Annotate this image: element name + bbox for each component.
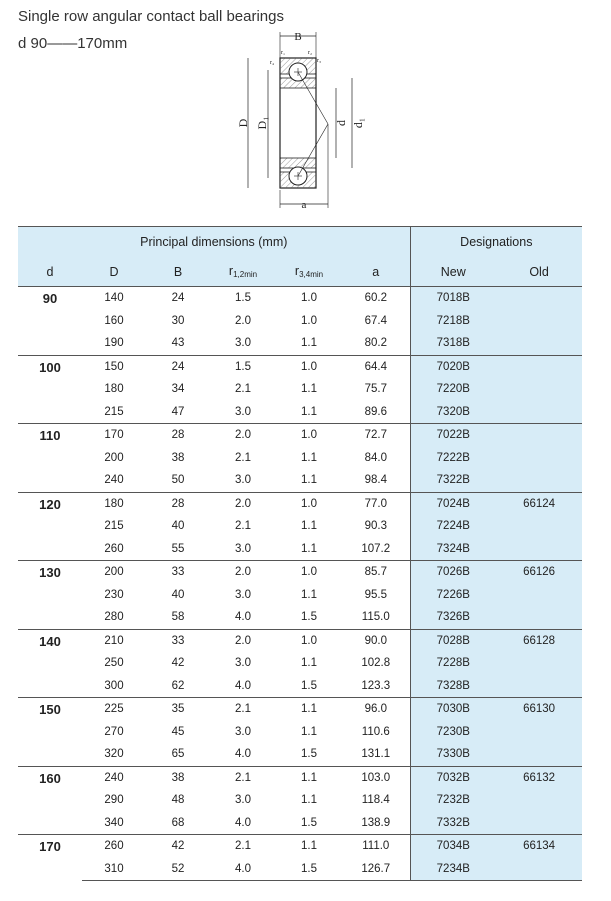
cell-r34: 1.0 [276, 629, 342, 652]
cell-B: 33 [146, 561, 210, 584]
cell-r12: 3.0 [235, 337, 251, 350]
cell-r34: 1.5 [301, 611, 317, 624]
cell-bore-d: 130 [18, 561, 82, 630]
label-B: B [294, 31, 302, 43]
cell-a: 64.4 [342, 355, 410, 378]
cell-a: 98.4 [342, 469, 410, 492]
cell-r12: 2.1 [235, 383, 251, 396]
cell-B: 38 [146, 766, 210, 789]
cell-old [496, 378, 582, 401]
cell-bore-d: 90 [18, 287, 82, 356]
table-row [18, 858, 582, 881]
cell-a: 126.7 [342, 858, 410, 881]
cell-new: 7024B [410, 492, 496, 515]
cell-old [496, 515, 582, 538]
cell-B: 47 [171, 405, 185, 418]
cell-B: 50 [171, 474, 185, 487]
col-header-r34: $r_{3,4min}$ [276, 257, 342, 287]
cell-old [496, 287, 582, 310]
table-row [18, 698, 582, 721]
label-r4: r₄ [270, 60, 275, 66]
col-header-D: D [82, 257, 146, 287]
cell-a: 90.3 [342, 515, 410, 538]
cell-old: 66126 [496, 561, 582, 584]
cell-old [496, 675, 582, 698]
cell-old: 66128 [496, 629, 582, 652]
cell-new: 7032B [410, 766, 496, 789]
cell-a: 67.4 [342, 310, 410, 333]
table-row [18, 469, 582, 492]
table-row [18, 515, 582, 538]
cell-bore-d: 100 [18, 355, 82, 424]
page-subtitle: d 90——170mm [18, 35, 128, 52]
cell-r34: 1.1 [301, 657, 317, 670]
cell-r12: 2.0 [210, 629, 276, 652]
cell-bore-d: 160 [18, 766, 82, 835]
cell-r12: 2.0 [210, 424, 276, 447]
cell-a: 118.4 [342, 789, 410, 812]
cell-old: 66132 [496, 766, 582, 789]
cell-B: 45 [171, 725, 185, 738]
table-row [18, 675, 582, 698]
table-row [18, 287, 582, 310]
cell-old [496, 789, 582, 812]
cell-B: 55 [171, 542, 185, 555]
cell-a: 60.2 [342, 287, 410, 310]
cell-r34: 1.0 [276, 424, 342, 447]
cell-a: 85.7 [342, 561, 410, 584]
cell-B: 34 [171, 383, 185, 396]
table-row [18, 606, 582, 629]
cell-D: 150 [82, 355, 146, 378]
cell-old: 66134 [496, 835, 582, 858]
cell-old [496, 652, 582, 675]
cell-new: 7034B [410, 835, 496, 858]
table-row [18, 812, 582, 835]
col-header-a: a [342, 257, 410, 287]
cell-D: 190 [104, 337, 124, 350]
cell-a: 131.1 [342, 743, 410, 766]
cell-new: 7228B [410, 652, 496, 675]
cell-r34: 1.5 [301, 748, 317, 761]
cell-new: 7218B [410, 310, 496, 333]
cell-old [496, 332, 582, 355]
table-row [18, 447, 582, 470]
cell-B: 30 [171, 314, 185, 327]
cell-bore-d: 170 [18, 835, 82, 881]
cell-D: 270 [104, 725, 124, 738]
cell-bore-d: 140 [18, 629, 82, 698]
cell-old [496, 721, 582, 744]
cell-B: 38 [171, 451, 185, 464]
cell-a: 123.3 [342, 675, 410, 698]
label-D: D [236, 118, 250, 128]
cell-new: 7234B [410, 858, 496, 881]
cell-D: 170 [82, 424, 146, 447]
cell-B: 62 [171, 679, 185, 692]
table-row [18, 629, 582, 652]
cell-r12: 2.0 [235, 314, 251, 327]
cell-a: 103.0 [342, 766, 410, 789]
cell-D: 225 [82, 698, 146, 721]
cell-r12: 4.0 [235, 748, 251, 761]
cell-new: 7018B [410, 287, 496, 310]
cell-new: 7232B [410, 789, 496, 812]
cell-new: 7332B [410, 812, 496, 835]
table-row [18, 355, 582, 378]
cell-D: 210 [82, 629, 146, 652]
cell-B: 33 [146, 629, 210, 652]
cell-r34: 1.1 [301, 474, 317, 487]
cell-old [496, 401, 582, 424]
cell-r12: 4.0 [210, 858, 276, 881]
cell-r34: 1.1 [301, 337, 317, 350]
cell-bore-d: 150 [18, 698, 82, 767]
cell-D: 340 [104, 816, 124, 829]
table-row [18, 378, 582, 401]
cell-new: 7328B [410, 675, 496, 698]
cell-old [496, 424, 582, 447]
cell-B: 58 [171, 611, 185, 624]
label-d: d [334, 120, 348, 126]
cell-D: 140 [82, 287, 146, 310]
cell-B: 42 [146, 835, 210, 858]
cell-r12: 3.0 [235, 588, 251, 601]
cell-a: 111.0 [342, 835, 410, 858]
cell-D: 300 [104, 679, 124, 692]
cell-a: 110.6 [342, 721, 410, 744]
cell-new: 7028B [410, 629, 496, 652]
cell-B: 52 [146, 858, 210, 881]
cell-old [496, 538, 582, 561]
cell-r34: 1.1 [301, 542, 317, 555]
cell-D: 180 [82, 492, 146, 515]
cell-bore-d: 120 [18, 492, 82, 561]
cell-B: 28 [146, 492, 210, 515]
cell-new: 7326B [410, 606, 496, 629]
cell-a: 77.0 [342, 492, 410, 515]
table-row [18, 332, 582, 355]
cell-old [496, 310, 582, 333]
principal-dimensions-header: Principal dimensions (mm) [18, 227, 410, 258]
cell-B: 40 [171, 520, 185, 533]
col-header-new: New [410, 257, 496, 287]
cell-r12: 3.0 [235, 794, 251, 807]
cell-r34: 1.1 [276, 698, 342, 721]
cell-a: 75.7 [342, 378, 410, 401]
cell-old [496, 355, 582, 378]
cell-r12: 2.1 [235, 451, 251, 464]
cell-B: 42 [171, 657, 185, 670]
cell-D: 310 [82, 858, 146, 881]
cell-D: 215 [104, 520, 124, 533]
cell-r34: 1.1 [301, 405, 317, 418]
table-body [18, 287, 582, 881]
page-title: Single row angular contact ball bearings [18, 8, 284, 25]
cell-r34: 1.0 [276, 492, 342, 515]
cell-new: 7020B [410, 355, 496, 378]
cell-new: 7224B [410, 515, 496, 538]
cell-D: 260 [104, 542, 124, 555]
cell-r12: 2.1 [210, 766, 276, 789]
cell-D: 215 [104, 405, 124, 418]
cell-old [496, 743, 582, 766]
cell-a: 84.0 [342, 447, 410, 470]
label-D1: D₁ [255, 116, 269, 130]
table-row [18, 652, 582, 675]
table-row [18, 561, 582, 584]
cell-a: 96.0 [342, 698, 410, 721]
cell-r12: 1.5 [210, 355, 276, 378]
cell-new: 7322B [410, 469, 496, 492]
cell-D: 200 [104, 451, 124, 464]
cell-D: 290 [104, 794, 124, 807]
cell-D: 240 [104, 474, 124, 487]
cell-r12: 3.0 [235, 405, 251, 418]
cell-r12: 2.0 [210, 561, 276, 584]
cell-a: 107.2 [342, 538, 410, 561]
cell-D: 240 [82, 766, 146, 789]
cell-B: 40 [171, 588, 185, 601]
cell-new: 7220B [410, 378, 496, 401]
cell-a: 95.5 [342, 584, 410, 607]
cell-D: 230 [104, 588, 124, 601]
label-r3: r₃ [317, 58, 322, 64]
bearing-cross-section-diagram [228, 30, 388, 215]
cell-r34: 1.0 [276, 355, 342, 378]
cell-D: 200 [82, 561, 146, 584]
cell-a: 138.9 [342, 812, 410, 835]
label-a: a [301, 199, 307, 211]
table-row [18, 835, 582, 858]
cell-B: 24 [146, 355, 210, 378]
cell-old [496, 812, 582, 835]
cell-a: 90.0 [342, 629, 410, 652]
cell-D: 160 [104, 314, 124, 327]
cell-old [496, 447, 582, 470]
cell-r34: 1.1 [301, 725, 317, 738]
cell-r34: 1.1 [301, 451, 317, 464]
table-row [18, 789, 582, 812]
cell-a: 102.8 [342, 652, 410, 675]
cell-r12: 3.0 [235, 725, 251, 738]
cell-D: 260 [82, 835, 146, 858]
cell-new: 7320B [410, 401, 496, 424]
col-header-d: d [18, 257, 82, 287]
cell-r34: 1.1 [301, 520, 317, 533]
cell-B: 68 [171, 816, 185, 829]
cell-new: 7230B [410, 721, 496, 744]
cell-r12: 1.5 [210, 287, 276, 310]
cell-a: 115.0 [342, 606, 410, 629]
cell-old [496, 469, 582, 492]
cell-new: 7022B [410, 424, 496, 447]
cell-D: 250 [104, 657, 124, 670]
cell-r12: 3.0 [235, 474, 251, 487]
cell-a: 72.7 [342, 424, 410, 447]
cell-r34: 1.1 [301, 383, 317, 396]
cell-bore-d: 110 [18, 424, 82, 493]
table-row [18, 584, 582, 607]
cell-D: 180 [104, 383, 124, 396]
col-header-B: B [146, 257, 210, 287]
cell-r34: 1.0 [301, 314, 317, 327]
cell-B: 24 [146, 287, 210, 310]
cell-new: 7030B [410, 698, 496, 721]
cell-new: 7026B [410, 561, 496, 584]
cell-B: 35 [146, 698, 210, 721]
cell-old [496, 606, 582, 629]
cell-r12: 4.0 [235, 679, 251, 692]
cell-new: 7222B [410, 447, 496, 470]
cell-r12: 2.1 [210, 835, 276, 858]
col-header-r12: $r_{1,2min}$ [210, 257, 276, 287]
cell-r34: 1.1 [301, 794, 317, 807]
cell-B: 65 [171, 748, 185, 761]
col-header-old: Old [496, 257, 582, 287]
cell-r34: 1.1 [301, 588, 317, 601]
cell-r34: 1.0 [276, 287, 342, 310]
table-row [18, 492, 582, 515]
table-row [18, 538, 582, 561]
cell-new: 7330B [410, 743, 496, 766]
cell-r12: 2.1 [210, 698, 276, 721]
cell-old: 66130 [496, 698, 582, 721]
cell-B: 28 [146, 424, 210, 447]
cell-r34: 1.5 [301, 679, 317, 692]
table-row [18, 310, 582, 333]
bearing-dimensions-table [18, 226, 582, 881]
cell-r34: 1.1 [276, 766, 342, 789]
table-row [18, 743, 582, 766]
table-row [18, 424, 582, 447]
cell-r12: 3.0 [235, 542, 251, 555]
table-row [18, 401, 582, 424]
label-r2: r₂ [308, 50, 313, 56]
cell-new: 7226B [410, 584, 496, 607]
cell-r12: 4.0 [235, 816, 251, 829]
table-row [18, 721, 582, 744]
cell-r12: 4.0 [235, 611, 251, 624]
cell-B: 48 [171, 794, 185, 807]
cell-r34: 1.5 [276, 858, 342, 881]
cell-r12: 2.1 [235, 520, 251, 533]
cell-r34: 1.1 [276, 835, 342, 858]
cell-a: 89.6 [342, 401, 410, 424]
cell-B: 43 [171, 337, 185, 350]
label-r1: r₁ [281, 50, 286, 56]
table-row [18, 766, 582, 789]
cell-r12: 2.0 [210, 492, 276, 515]
designations-header: Designations [410, 227, 582, 258]
cell-old [496, 584, 582, 607]
cell-old [496, 858, 582, 881]
cell-new: 7324B [410, 538, 496, 561]
cell-D: 320 [104, 748, 124, 761]
cell-D: 280 [104, 611, 124, 624]
cell-new: 7318B [410, 332, 496, 355]
label-d1: d₁ [351, 117, 365, 129]
cell-r12: 3.0 [235, 657, 251, 670]
cell-r34: 1.5 [301, 816, 317, 829]
cell-a: 80.2 [342, 332, 410, 355]
cell-old: 66124 [496, 492, 582, 515]
cell-r34: 1.0 [276, 561, 342, 584]
